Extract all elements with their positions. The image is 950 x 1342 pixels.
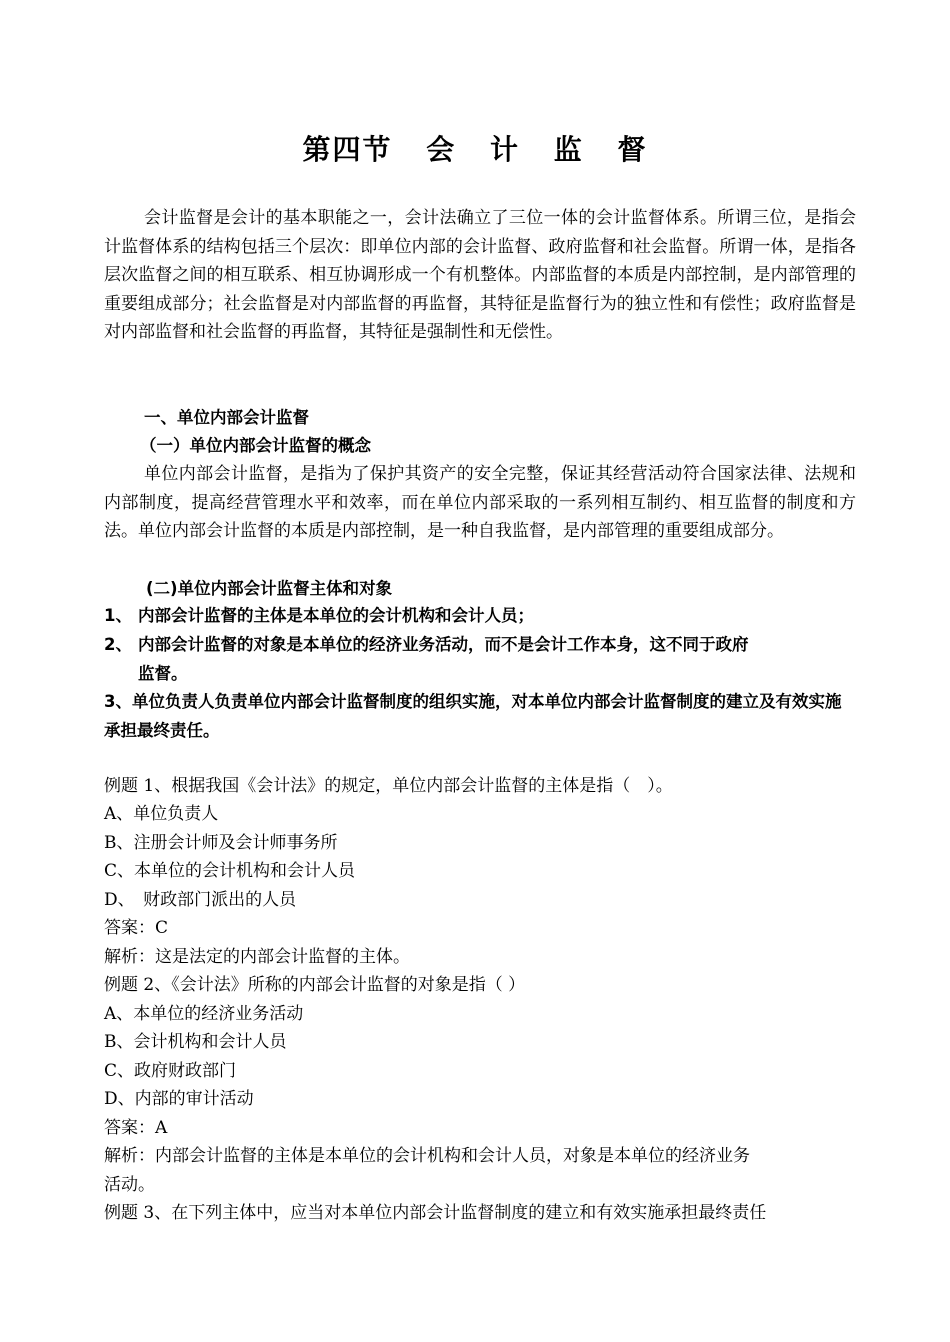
title-char-4: 督: [617, 133, 648, 166]
example-line: 例题 1、根据我国《会计法》的规定，单位内部会计监督的主体是指（ ）。: [104, 776, 673, 796]
title-char-3: 监: [553, 133, 584, 166]
list-item-text: 内部会计监督的对象是本单位的经济业务活动，而不是会计工作本身，这不同于政府: [138, 635, 749, 654]
list-item-1: [104, 602, 856, 631]
concept-paragraph: 单位内部会计监督，是指为了保护其资产的安全完整，保证其经营活动符合国家法律、法规和内部制度，提高经营管理水平和效率，而在单位内部采取的一系列相互制约、相互监督的制度和方法。单位内部会计监督的本质是内部控制，是一种自我监督，是内部管理的重要组成部分。: [104, 464, 856, 541]
list-item-number: 2、: [104, 635, 132, 654]
subsection-heading-2: (二)单位内部会计监督主体和对象: [146, 579, 393, 598]
example-line: 解析：这是法定的内部会计监督的主体。: [104, 947, 410, 967]
example-line: 活动。: [104, 1175, 155, 1195]
example-line: B、会计机构和会计人员: [104, 1032, 287, 1052]
list-item-2: [104, 631, 856, 688]
title-char-2: 计: [489, 133, 520, 166]
title-char-1: 会: [426, 133, 457, 166]
example-line: A、本单位的经济业务活动: [104, 1004, 304, 1024]
title-section: 第四节: [302, 133, 393, 166]
example-line: 解析：内部会计监督的主体是本单位的会计机构和会计人员，对象是本单位的经济业务: [104, 1146, 750, 1166]
example-line: 答案：A: [104, 1118, 168, 1138]
example-line: 答案：C: [104, 918, 169, 938]
example-line: B、注册会计师及会计师事务所: [104, 833, 338, 853]
subsection-heading-1: （一）单位内部会计监督的概念: [140, 436, 371, 455]
list-item-3: 3、单位负责人负责单位内部会计监督制度的组织实施，对本单位内部会计监督制度的建立及有效实施承担最终责任。: [104, 692, 842, 740]
page-title: [0, 128, 950, 168]
example-line: D、 财政部门派出的人员: [104, 890, 297, 910]
example-line: 例题 2、《会计法》所称的内部会计监督的对象是指（ ）: [104, 975, 526, 995]
example-line: C、政府财政部门: [104, 1061, 237, 1081]
example-line: C、本单位的会计机构和会计人员: [104, 861, 356, 881]
section-heading: 一、单位内部会计监督: [144, 408, 309, 427]
example-line: D、内部的审计活动: [104, 1089, 254, 1109]
list-item-number: 1、: [104, 606, 132, 625]
example-line: 例题 3、在下列主体中，应当对本单位内部会计监督制度的建立和有效实施承担最终责任: [104, 1203, 767, 1223]
list-item-continuation: 监督。: [138, 663, 188, 683]
intro-paragraph: 会计监督是会计的基本职能之一，会计法确立了三位一体的会计监督体系。所谓三位，是指会计监督体系的结构包括三个层次：即单位内部的会计监督、政府监督和社会监督。所谓一体，是指各层次监督之间的相互联系、相互协调形成一个有机整体。内部监督的本质是内部控制，是内部管理的重要组成部分；社会监督是对内部监督的再监督，其特征是监督行为的独立性和有偿性；政府监督是对内部监督和社会监督的再监督，其特征是强制性和无偿性。: [104, 208, 856, 342]
example-line: A、单位负责人: [104, 804, 219, 824]
list-item-text: 内部会计监督的主体是本单位的会计机构和会计人员；: [138, 606, 534, 625]
